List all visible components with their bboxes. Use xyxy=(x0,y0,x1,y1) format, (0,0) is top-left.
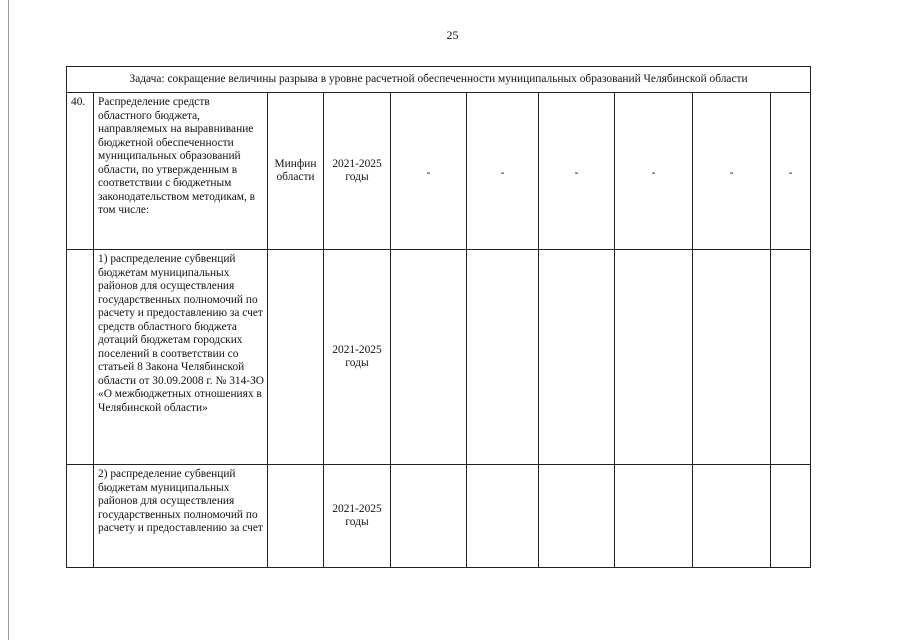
description-cell: 2) распределение субвенций бюджетам муниципальных районов для осуществления государственных полномочий по расчету и предоставлению за счет xyxy=(94,465,268,568)
executor-cell xyxy=(268,465,324,568)
value-cell xyxy=(539,465,615,568)
table-row xyxy=(67,93,811,250)
value-cell xyxy=(539,93,615,250)
value-text: - xyxy=(788,167,793,180)
value-cell xyxy=(391,250,467,465)
executor-cell: Минфин области xyxy=(268,93,324,250)
task-header-cell: Задача: сокращение величины разрыва в уровне расчетной обеспеченности муниципальных образований Челябинской области xyxy=(67,67,811,93)
value-cell xyxy=(771,250,811,465)
program-table xyxy=(66,66,811,568)
value-text: - xyxy=(651,167,656,180)
row-number-cell xyxy=(67,250,94,465)
description-cell: Распределение средств областного бюджета, направляемых на выравнивание бюджетной обеспеченности муниципальных образований области, по утвержденным в соответствии с бюджетным законодательством методикам, в том числе: xyxy=(94,93,268,250)
value-cell xyxy=(467,465,539,568)
value-cell xyxy=(391,465,467,568)
value-text: - xyxy=(426,167,431,180)
value-cell xyxy=(467,93,539,250)
row-number-cell xyxy=(67,465,94,568)
value-text: - xyxy=(500,167,505,180)
value-cell xyxy=(391,93,467,250)
value-cell xyxy=(693,93,771,250)
value-text: - xyxy=(574,167,579,180)
value-cell xyxy=(693,250,771,465)
page-number: 25 xyxy=(446,28,459,42)
description-cell: 1) распределение субвенций бюджетам муниципальных районов для осуществления государственных полномочий по расчету и предоставлению за счет средств областного бюджета дотаций бюджетам городских поселений в соответствии со статьей 8 Закона Челябинской области от 30.09.2008 г. № 314-ЗО «О межбюджетных отношениях в Челябинской области» xyxy=(94,250,268,465)
value-cell xyxy=(615,465,693,568)
value-cell xyxy=(539,250,615,465)
value-cell xyxy=(615,250,693,465)
table-row xyxy=(67,250,811,465)
task-header-row xyxy=(67,67,811,93)
value-cell xyxy=(615,93,693,250)
page-edge-line xyxy=(8,0,9,640)
executor-cell xyxy=(268,250,324,465)
value-cell xyxy=(693,465,771,568)
table-row xyxy=(67,465,811,568)
value-cell xyxy=(467,250,539,465)
value-cell xyxy=(771,465,811,568)
period-cell: 2021-2025 годы xyxy=(324,465,391,568)
value-cell xyxy=(771,93,811,250)
row-number-cell: 40. xyxy=(67,93,94,250)
period-cell: 2021-2025 годы xyxy=(324,93,391,250)
period-cell: 2021-2025 годы xyxy=(324,250,391,465)
value-text: - xyxy=(729,167,734,180)
